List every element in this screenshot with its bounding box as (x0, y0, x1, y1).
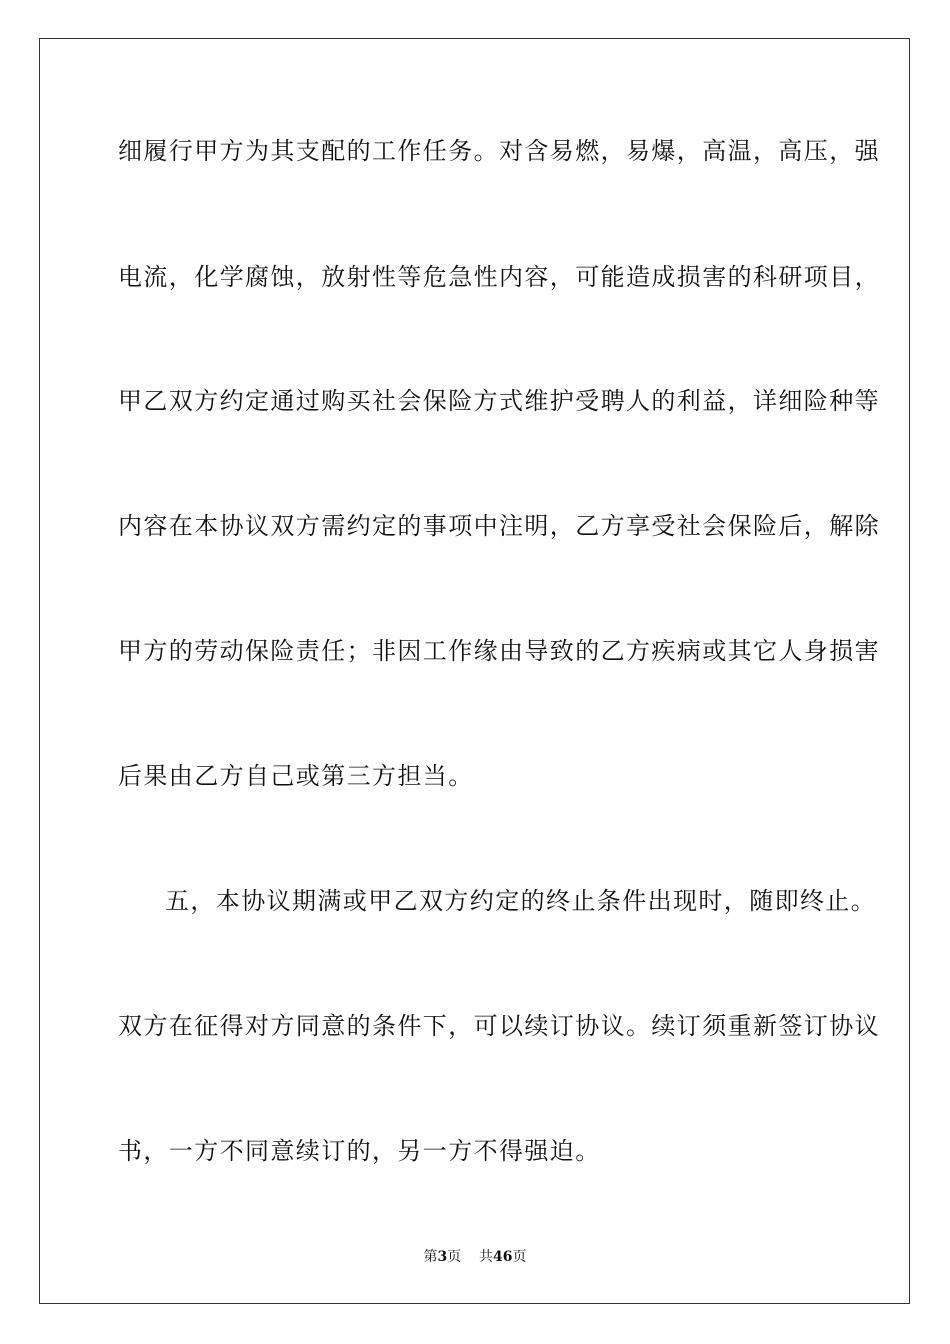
paragraph-line-8: 双方在征得对方同意的条件下，可以续订协议。续订须重新签订协议 (118, 1012, 880, 1040)
total-suffix: 页 (512, 1249, 527, 1265)
page-border (39, 38, 910, 1304)
paragraph-line-5: 甲方的劳动保险责任；非因工作缘由导致的乙方疾病或其它人身损害 (118, 637, 880, 665)
paragraph-line-4: 内容在本协议双方需约定的事项中注明，乙方享受社会保险后，解除 (118, 512, 880, 540)
total-pages: 46 (493, 1249, 513, 1265)
page-prefix: 第 (423, 1249, 438, 1265)
paragraph-line-6: 后果由乙方自己或第三方担当。 (118, 762, 474, 790)
total-prefix: 共 (479, 1249, 494, 1265)
paragraph-line-9: 书，一方不同意续订的，另一方不得强迫。 (118, 1137, 601, 1165)
paragraph-line-7: 五，本协议期满或甲乙双方约定的终止条件出现时，随即终止。 (165, 887, 877, 915)
paragraph-line-1: 细履行甲方为其支配的工作任务。对含易燃，易爆，高温，高压，强 (118, 137, 880, 165)
page-number: 3 (437, 1249, 448, 1265)
page-suffix: 页 (447, 1249, 462, 1265)
page-footer (0, 1248, 950, 1266)
paragraph-line-3: 甲乙双方约定通过购买社会保险方式维护受聘人的利益，详细险种等 (118, 387, 880, 415)
paragraph-line-2: 电流，化学腐蚀，放射性等危急性内容，可能造成损害的科研项目， (118, 263, 880, 291)
